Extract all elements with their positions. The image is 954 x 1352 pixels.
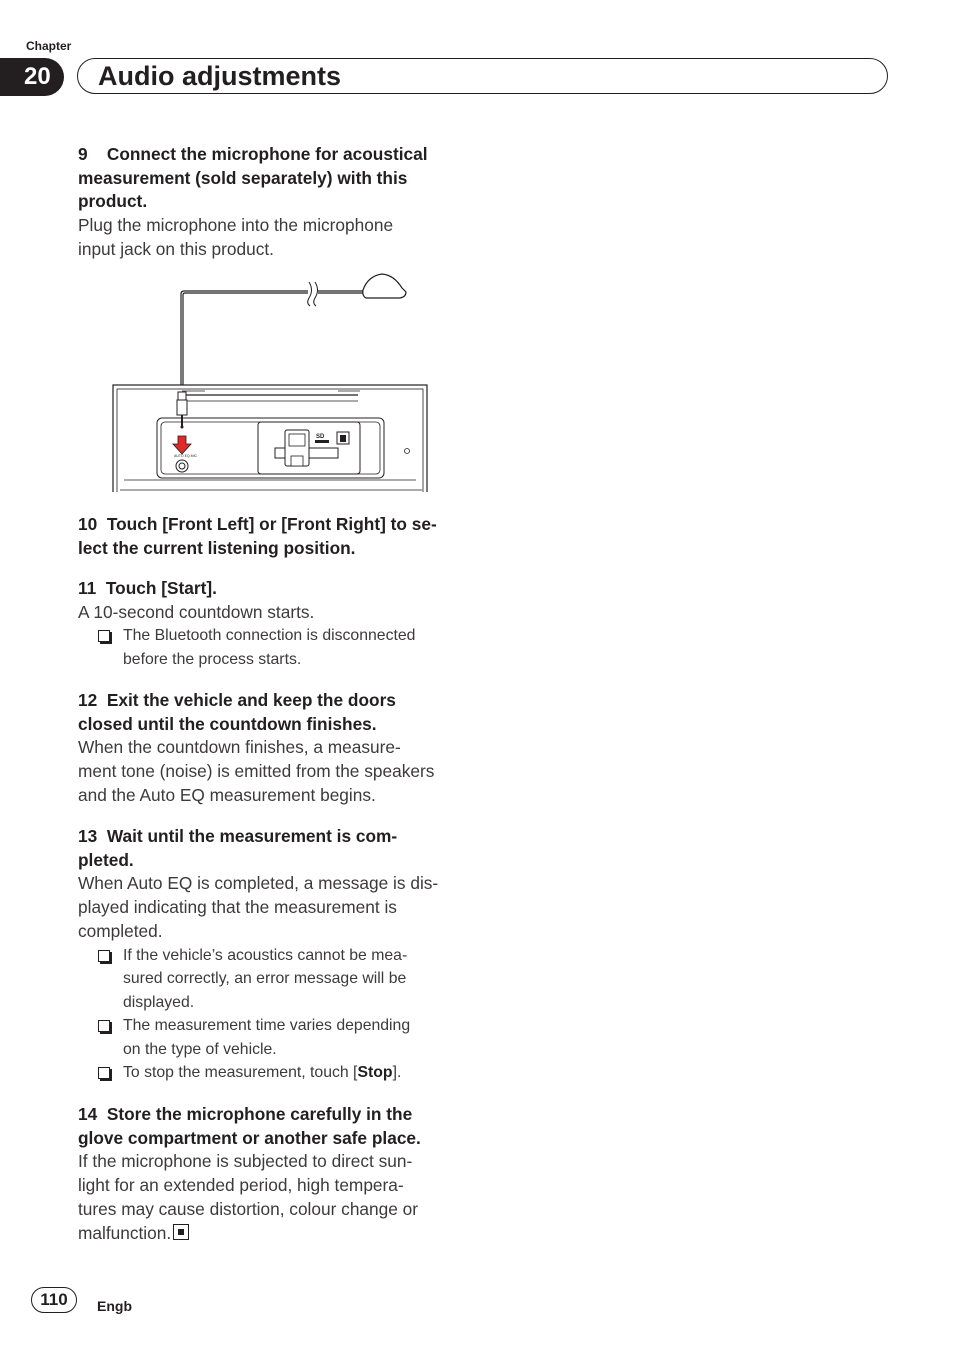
step-heading: 13 Wait until the measurement is com- pleted. (78, 826, 398, 870)
chapter-label: Chapter (26, 39, 72, 53)
note-item: To stop the measurement, touch [Stop]. (78, 1061, 468, 1085)
step-heading: 9 Connect the microphone for acoustical measurement (sold separately) with this product. (78, 144, 428, 212)
checkbox-bullet-icon (98, 630, 110, 642)
page-title: Audio adjustments (98, 61, 342, 91)
note-item: The measurement time varies depending on the type of vehicle. (78, 1014, 468, 1061)
step-10 (78, 513, 468, 560)
step-body: If the microphone is subjected to direct sun- light for an extended period, high tempera- tures may cause distortion, colour change or malfunction. (78, 1151, 419, 1243)
note-item: The Bluetooth connection is disconnected before the process starts. (78, 624, 468, 671)
step-heading: 10 Touch [Front Left] or [Front Right] to se- lect the current listening position. (78, 514, 437, 558)
step-body: When the countdown finishes, a measure- ment tone (noise) is emitted from the speakers and the Auto EQ measurement begins. (78, 737, 435, 805)
step-body: Plug the microphone into the microphone input jack on this product. (78, 215, 394, 259)
sd-label: SD (316, 434, 325, 440)
chapter-number: 20 (0, 58, 64, 96)
page-number: 110 (31, 1287, 77, 1313)
step-13 (78, 825, 468, 1085)
step-heading: 12 Exit the vehicle and keep the doors closed until the countdown finishes. (78, 690, 396, 734)
step-body: When Auto EQ is completed, a message is dis- played indicating that the measurement is completed. (78, 873, 439, 941)
step-9 (78, 143, 468, 262)
step-11 (78, 577, 468, 671)
step-heading: 14 Store the microphone carefully in the glove compartment or another safe place. (78, 1104, 421, 1148)
checkbox-bullet-icon (98, 1067, 110, 1079)
step-14 (78, 1103, 468, 1245)
jack-label: AUTO EQ MIC (174, 454, 198, 458)
step-heading: 11 Touch [Start]. (78, 578, 217, 598)
end-of-section-icon (173, 1224, 189, 1240)
note-item: If the vehicle’s acoustics cannot be mea- sured correctly, an error message will be displayed. (78, 944, 468, 1015)
step-12 (78, 689, 468, 808)
step-body: A 10-second countdown starts. (78, 601, 315, 622)
microphone-connection-illustration (110, 270, 440, 492)
checkbox-bullet-icon (98, 950, 110, 962)
checkbox-bullet-icon (98, 1020, 110, 1032)
language-code: Engb (97, 1298, 132, 1314)
